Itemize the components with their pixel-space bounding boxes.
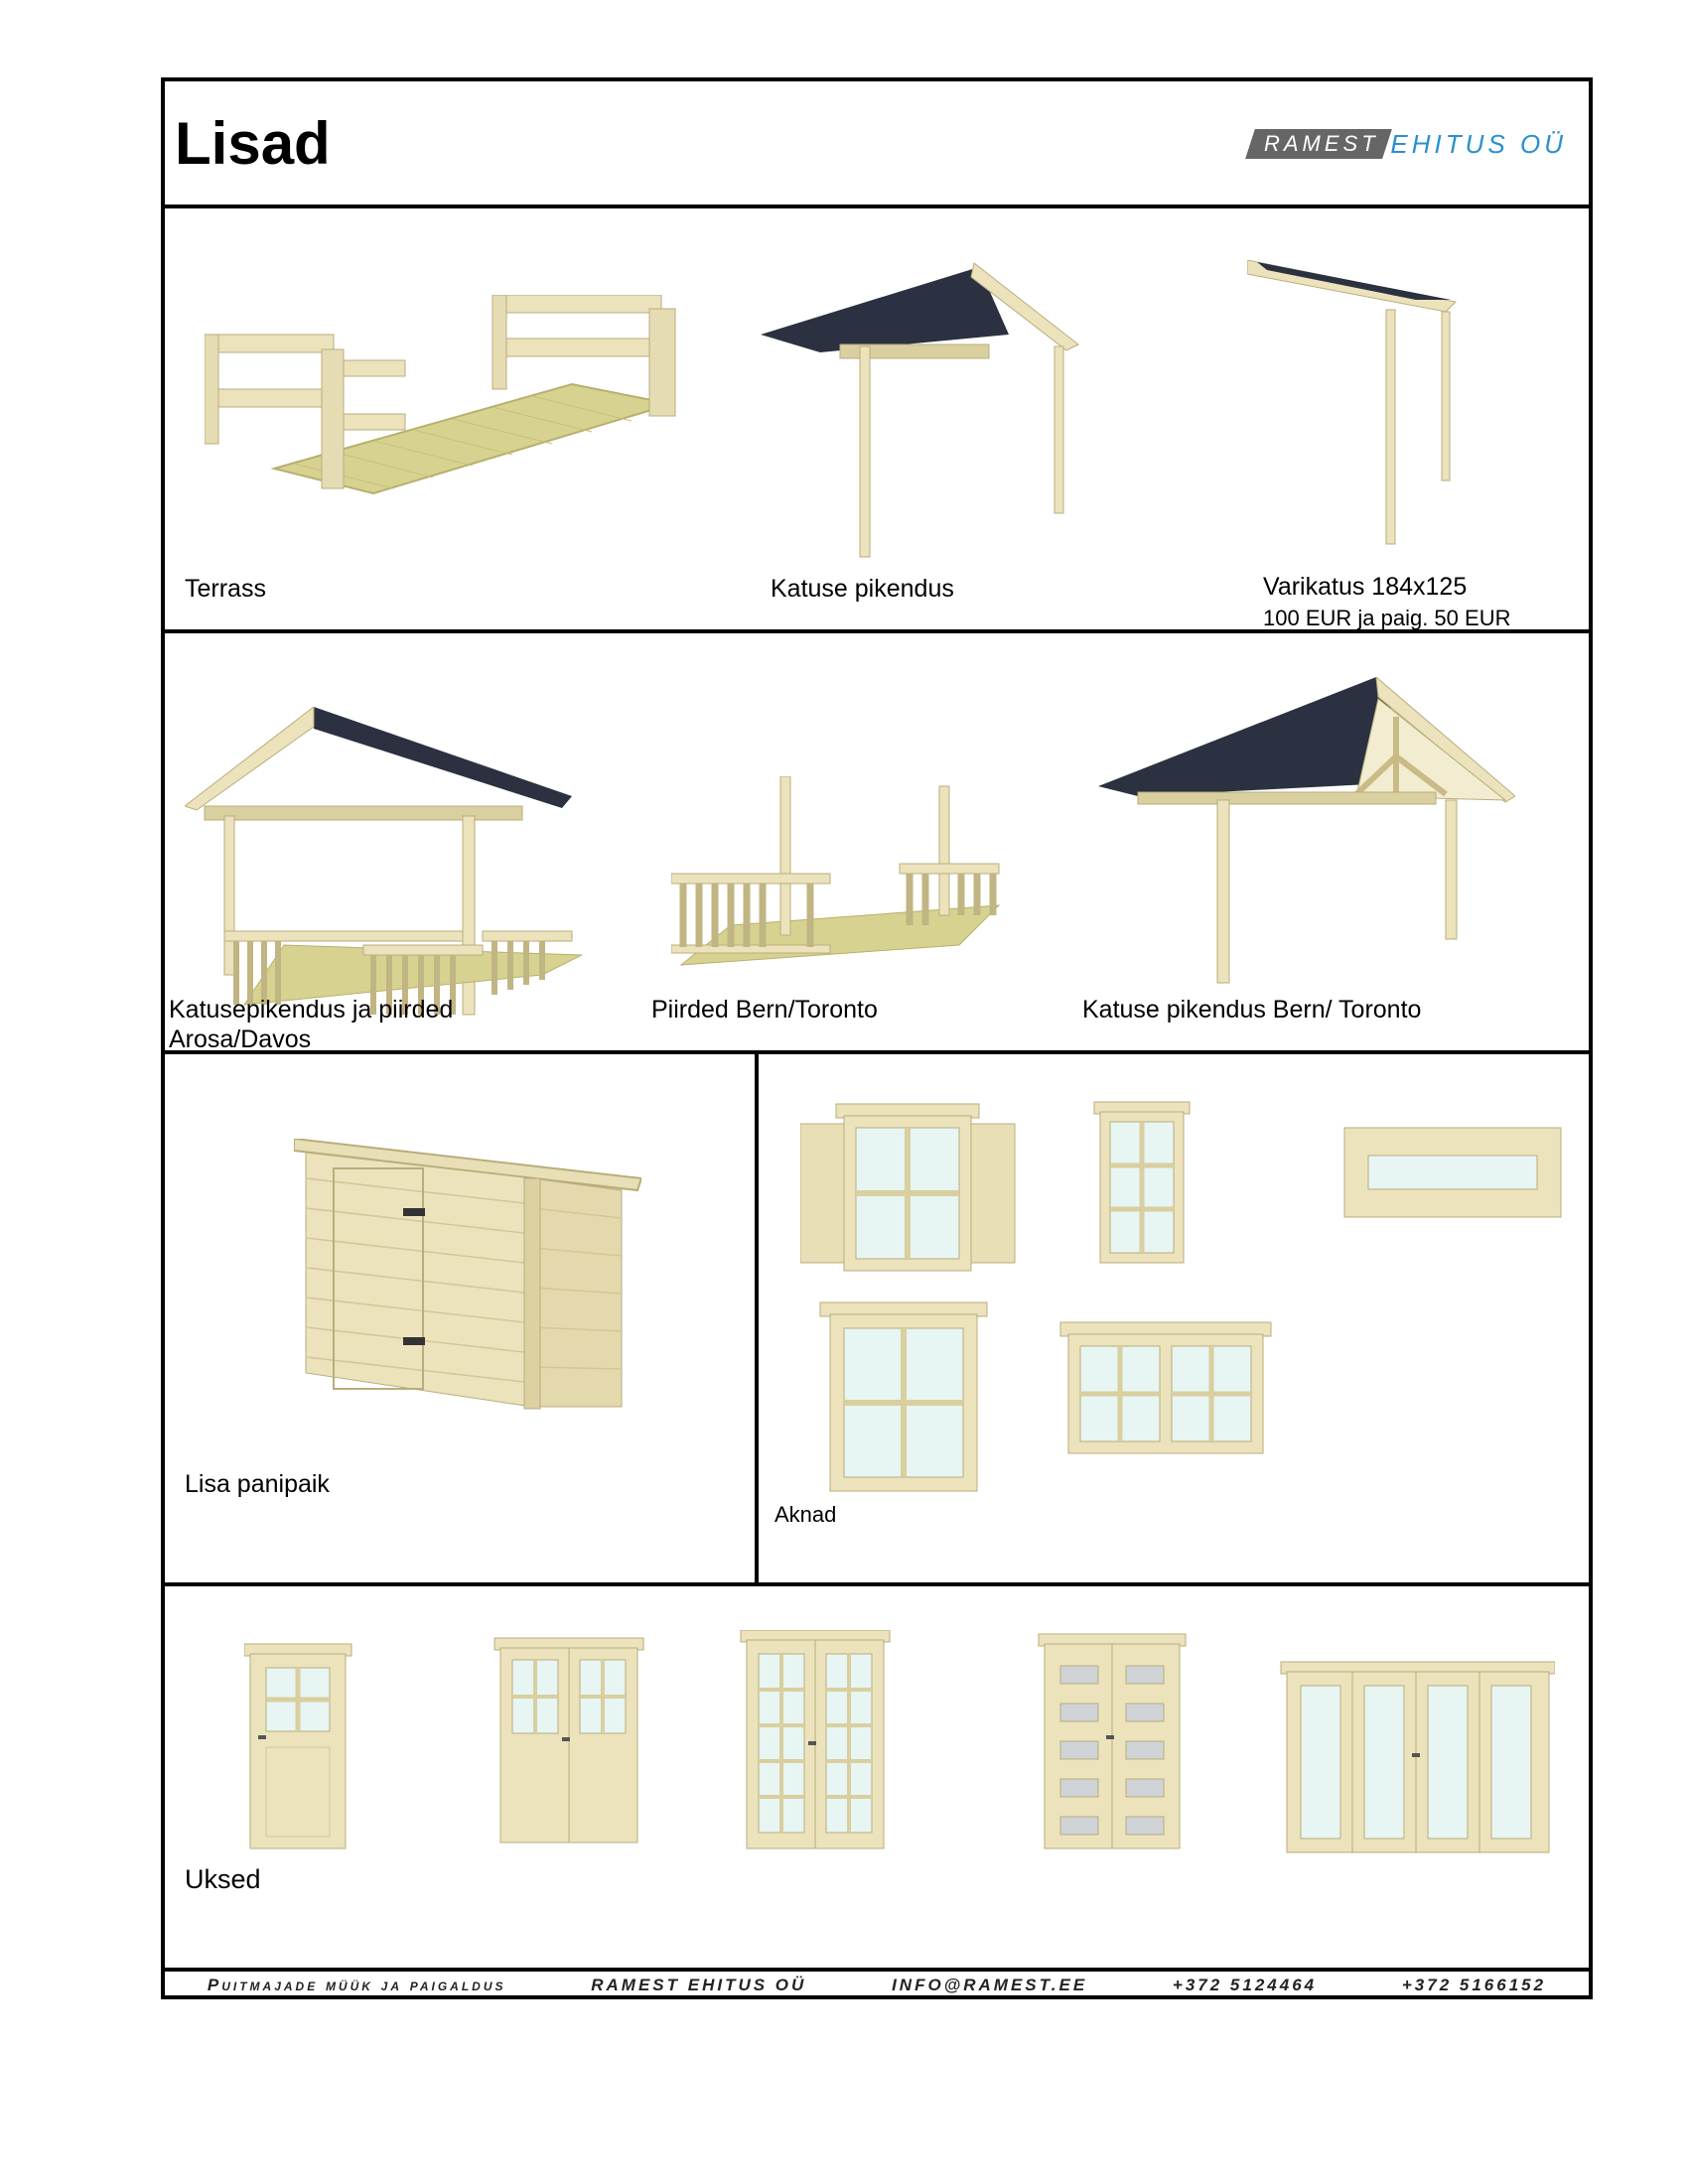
label-roof-extension-bern: Katuse pikendus Bern/ Toronto [1082,996,1422,1024]
footer-email[interactable]: INFO@RAMEST.EE [892,1976,1088,1994]
label-canopy-price: 100 EUR ja paig. 50 EUR [1263,606,1511,630]
footer-phone-2[interactable]: +372 5166152 [1401,1976,1547,1994]
label-roof-extension: Katuse pikendus [771,575,954,603]
label-roof-railing-line2: Arosa/Davos [169,1025,312,1053]
logo-left-text: RAMEST [1263,131,1379,156]
roof-extension-bern-illustration [1098,677,1515,985]
footer-phone-1[interactable]: +372 5124464 [1172,1976,1318,1994]
window-small-tall [1094,1102,1190,1263]
door-double-panels [1039,1634,1186,1848]
logo-ramest [1245,129,1391,159]
divider-header [165,205,1589,208]
windows-illustration [800,1094,1575,1501]
company-logo [1250,129,1567,159]
label-doors: Uksed [185,1864,261,1894]
window-double [1060,1322,1271,1453]
logo-ehitus: EHITUS OÜ [1390,128,1567,159]
canopy-illustration [1247,260,1476,548]
divider-row3 [165,1582,1589,1586]
door-double-glass [741,1630,890,1848]
divider-row3-vertical [755,1050,759,1582]
door-four-panel-glass [1281,1662,1555,1852]
roof-extension-illustration [761,255,1108,563]
divider-row2 [165,1050,1589,1054]
storage-illustration [294,1139,641,1427]
footer-tagline: Puitmajade müük ja paigaldus [207,1976,506,1994]
doors-illustration [244,1630,1555,1858]
page-title: Lisad [175,110,331,177]
label-storage: Lisa panipaik [185,1470,330,1498]
label-canopy: Varikatus 184x125 [1263,573,1468,601]
footer-company: RAMEST EHITUS OÜ [591,1976,807,1994]
window-four-pane [820,1302,987,1491]
roof-railing-illustration [185,707,582,1034]
label-terrace: Terrass [185,575,266,603]
footer-bar [165,1972,1589,1999]
terrace-illustration [205,295,681,513]
door-single [244,1644,352,1848]
label-roof-railing-line1: Katusepikendus ja piirded [169,996,454,1024]
window-horizontal [1344,1128,1561,1217]
catalog-sheet [161,77,1593,1999]
window-with-shutters [800,1104,1015,1271]
label-railings: Piirded Bern/Toronto [651,996,878,1024]
railings-illustration [671,776,1009,975]
door-double-small-windows [494,1638,643,1843]
label-windows: Aknad [774,1502,837,1527]
